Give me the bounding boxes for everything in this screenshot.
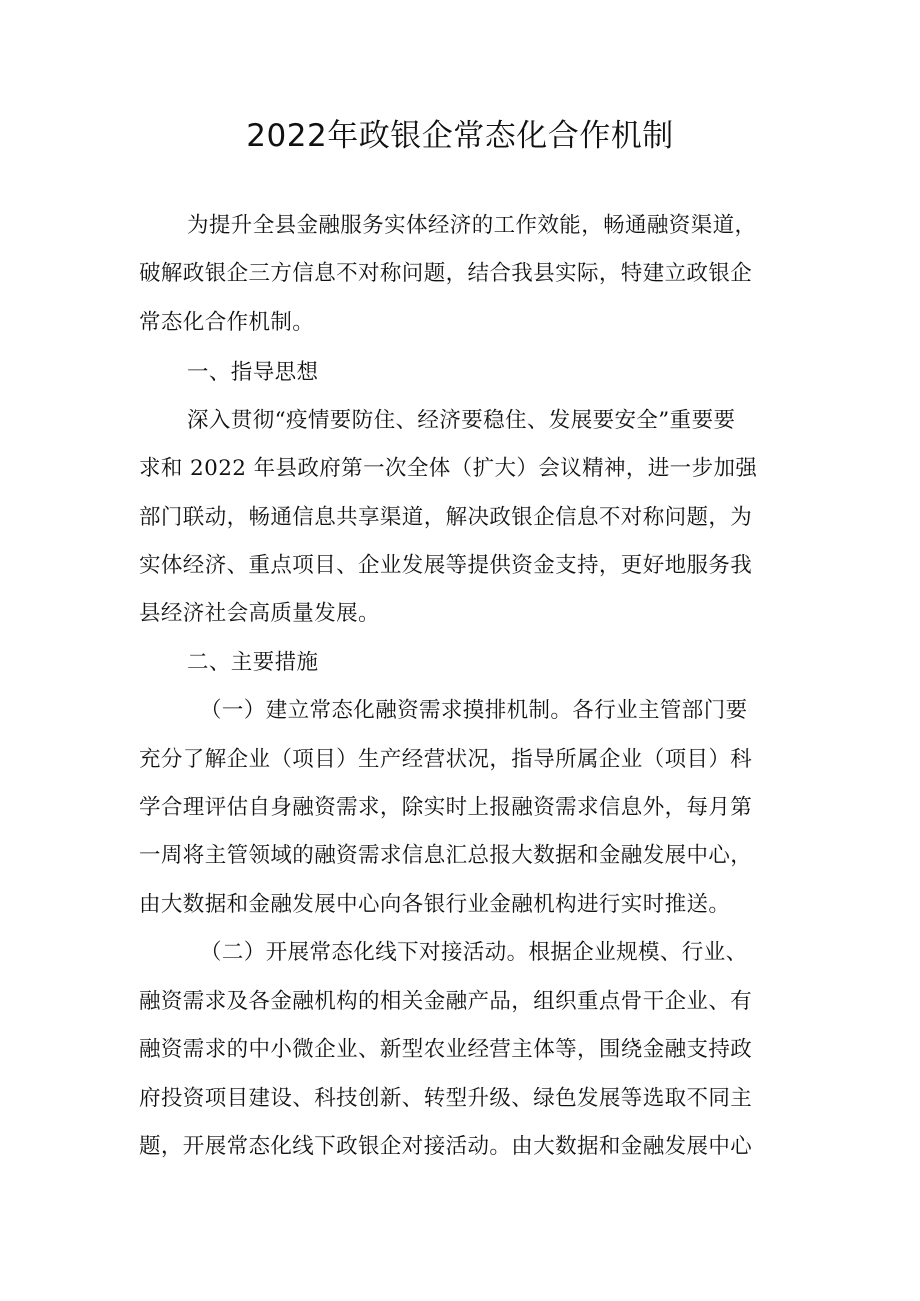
paragraph-line: 融资需求的中小微企业、新型农业经营主体等，围绕金融支持政: [139, 1037, 753, 1062]
paragraph-line: 充分了解企业（项目）生产经营状况，指导所属企业（项目）科: [139, 747, 753, 772]
paragraph-line: 深入贯彻“疫情要防住、经济要稳住、发展要安全”重要要: [187, 408, 736, 433]
paragraph-line: 一周将主管领域的融资需求信息汇总报大数据和金融发展中心，: [139, 843, 753, 868]
paragraph-line: 县经济社会高质量发展。: [139, 601, 380, 626]
section-heading: 二、主要措施: [187, 650, 319, 675]
paragraph-line: 部门联动，畅通信息共享渠道，解决政银企信息不对称问题，为: [139, 505, 753, 530]
paragraph-line: 求和 2022 年县政府第一次全体（扩大）会议精神，进一步加强: [139, 456, 758, 481]
paragraph-line: 为提升全县金融服务实体经济的工作效能，畅通融资渠道，: [187, 213, 757, 238]
paragraph-line: 破解政银企三方信息不对称问题，结合我县实际，特建立政银企: [139, 261, 753, 286]
section-heading: 一、指导思想: [187, 360, 319, 385]
paragraph-line: （一）建立常态化融资需求摸排机制。各行业主管部门要: [200, 698, 748, 723]
paragraph-line: （二）开展常态化线下对接活动。根据企业规模、行业、: [200, 940, 748, 965]
document-title: 2022年政银企常态化合作机制: [246, 118, 674, 154]
paragraph-line: 题，开展常态化线下政银企对接活动。由大数据和金融发展中心: [139, 1134, 753, 1159]
paragraph-line: 府投资项目建设、科技创新、转型升级、绿色发展等选取不同主: [139, 1086, 753, 1111]
paragraph-line: 实体经济、重点项目、企业发展等提供资金支持，更好地服务我: [139, 553, 753, 578]
paragraph-line: 常态化合作机制。: [139, 310, 315, 335]
paragraph-line: 融资需求及各金融机构的相关金融产品，组织重点骨干企业、有: [139, 989, 753, 1014]
paragraph-line: 由大数据和金融发展中心向各银行业金融机构进行实时推送。: [139, 892, 731, 917]
paragraph-line: 学合理评估自身融资需求，除实时上报融资需求信息外，每月第: [139, 795, 753, 820]
